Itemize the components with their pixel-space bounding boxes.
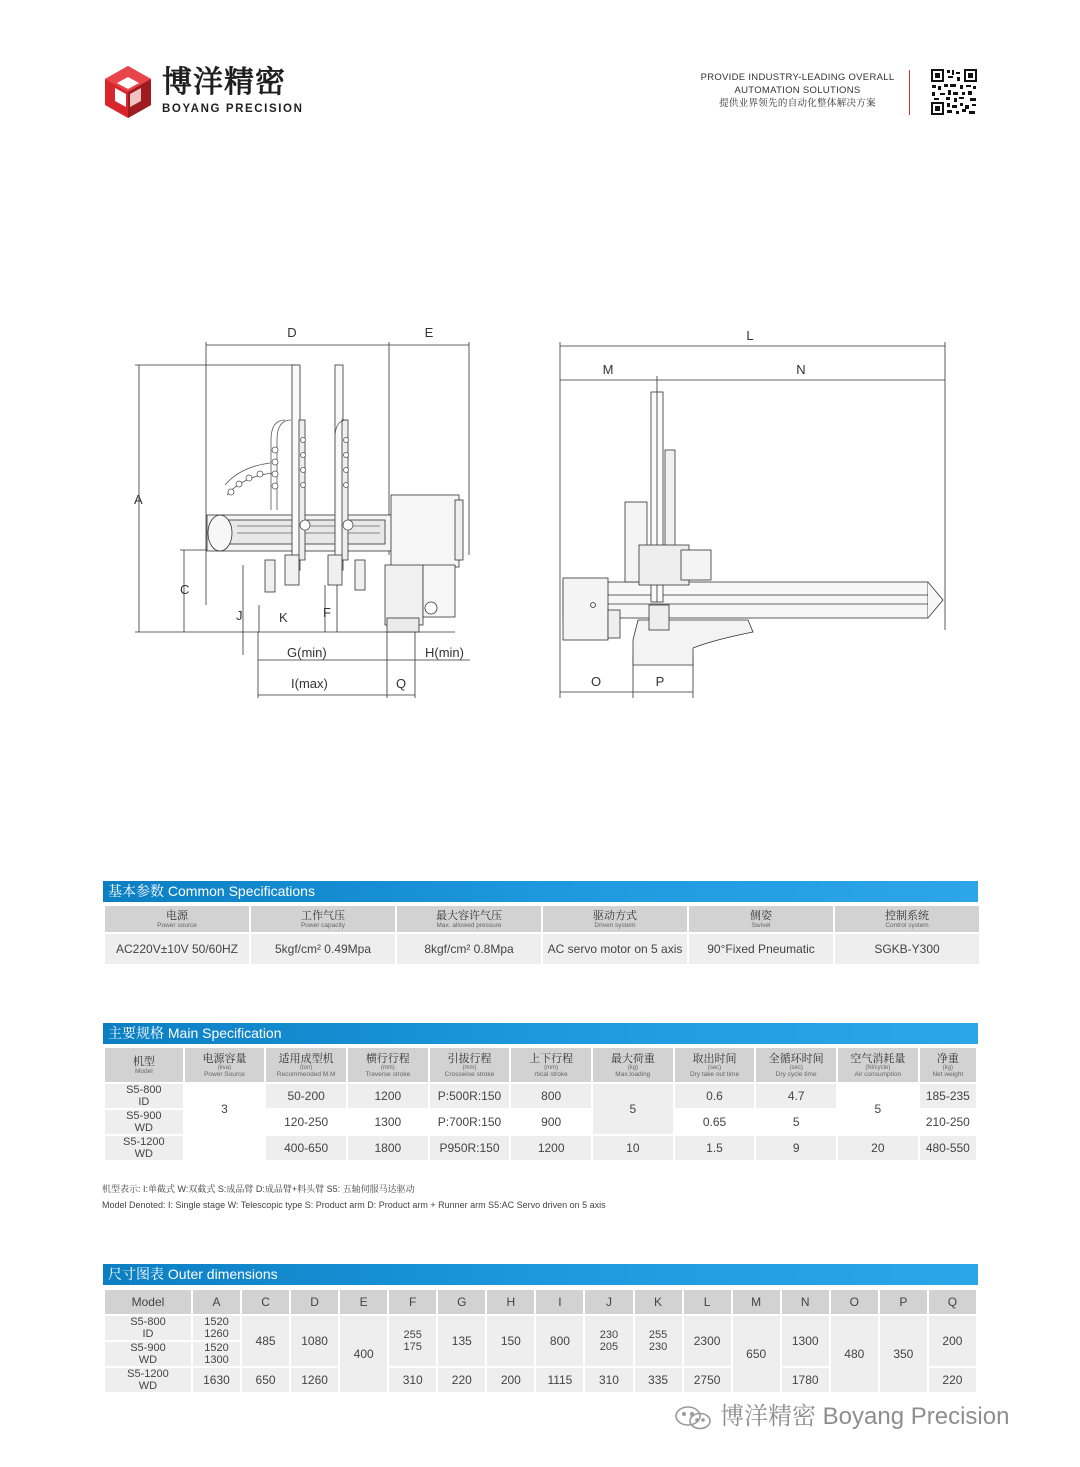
- main-traverse: 1800: [348, 1136, 428, 1160]
- outer-i: 800: [536, 1316, 583, 1366]
- outer-l: 2300: [684, 1316, 731, 1366]
- main-cycle: 4.7: [756, 1084, 836, 1108]
- main-header: 横行行程 (mm) Traverse stroke: [348, 1048, 428, 1082]
- main-traverse: 1200: [348, 1084, 428, 1108]
- common-value: AC servo motor on 5 axis: [543, 934, 687, 964]
- main-header: 取出时间 (sec) Dry take out time: [675, 1048, 755, 1082]
- main-weight: 480-550: [920, 1136, 976, 1160]
- main-load: 10: [593, 1136, 673, 1160]
- outer-q: 200: [929, 1316, 976, 1366]
- main-header: 净重 (kg) Net weight: [920, 1048, 976, 1082]
- outer-c: 650: [242, 1368, 289, 1392]
- model-notes-en: Model Denoted: I: Single stage W: Telescopic type S: Product arm D: Product arm + Runner arm S5:AC Servo driven on 5 axis: [102, 1200, 606, 1210]
- main-header: 全循环时间 (sec) Dry cycle time: [756, 1048, 836, 1082]
- outer-header: Q: [929, 1290, 976, 1314]
- dim-label-g: G(min): [287, 645, 327, 660]
- header-divider: [909, 70, 910, 115]
- dim-label-p: P: [655, 674, 665, 689]
- main-takeout: 1.5: [675, 1136, 755, 1160]
- main-row: [105, 1084, 976, 1108]
- slogan-line-2: AUTOMATION SOLUTIONS: [734, 85, 861, 96]
- outer-header: G: [438, 1290, 485, 1314]
- outer-d: 1080: [291, 1316, 338, 1366]
- common-header: 最大容许气压 Max. allowed pressure: [397, 906, 541, 932]
- outer-header: K: [635, 1290, 682, 1314]
- outer-dim-table: [103, 1288, 978, 1394]
- dim-label-k: K: [279, 610, 288, 625]
- common-value: 5kgf/cm² 0.49Mpa: [251, 934, 395, 964]
- main-takeout: 0.6: [675, 1084, 755, 1108]
- outer-a: 1630: [193, 1368, 240, 1392]
- main-model: S5-800 ID: [105, 1084, 183, 1108]
- main-air: 5: [838, 1084, 918, 1134]
- main-header: 适用成型机 (ton) Recommended M.M: [266, 1048, 346, 1082]
- outer-f: 255 175: [389, 1316, 436, 1366]
- dim-label-n: N: [796, 362, 806, 377]
- watermark: [672, 1401, 1009, 1433]
- common-value: AC220V±10V 50/60HZ: [105, 934, 249, 964]
- outer-a: 1520 1300: [193, 1342, 240, 1366]
- main-vertical: 900: [511, 1110, 591, 1134]
- common-header: 工作气压 Power capacity: [251, 906, 395, 932]
- slogan-cn: 提供业界领先的自动化整体解决方案: [719, 98, 876, 109]
- outer-h: 150: [487, 1316, 534, 1366]
- dim-label-i: I(max): [291, 676, 328, 691]
- main-header: 引拔行程 (mm) Crosswise stroke: [430, 1048, 510, 1082]
- slogan-line-1: PROVIDE INDUSTRY-LEADING OVERALL: [700, 72, 895, 83]
- front-view-drawing: [125, 320, 480, 705]
- main-vertical: 800: [511, 1084, 591, 1108]
- main-header: 电源容量 (kva) Power Source: [185, 1048, 265, 1082]
- outer-p: 350: [880, 1316, 927, 1392]
- dim-label-h: H(min): [425, 645, 464, 660]
- outer-header: P: [880, 1290, 927, 1314]
- outer-q: 220: [929, 1368, 976, 1392]
- side-view-drawing: [553, 320, 953, 705]
- outer-model: S5-800 ID: [105, 1316, 191, 1340]
- common-spec-title: 基本参数 Common Specifications: [103, 881, 978, 902]
- outer-g: 220: [438, 1368, 485, 1392]
- main-header: 上下行程 (mm) rtical stroke: [511, 1048, 591, 1082]
- dim-label-d: D: [287, 325, 297, 340]
- outer-model: S5-1200 WD: [105, 1368, 191, 1392]
- dim-label-o: O: [590, 674, 602, 689]
- common-header: 侧姿 Swivel: [689, 906, 833, 932]
- main-traverse: 1300: [348, 1110, 428, 1134]
- dim-label-a: A: [134, 492, 143, 507]
- common-spec-table: [103, 904, 981, 966]
- common-value: 90°Fixed Pneumatic: [689, 934, 833, 964]
- brand-logo-icon: [103, 65, 153, 119]
- outer-dim-title: 尺寸图表 Outer dimensions: [103, 1264, 978, 1285]
- main-takeout: 0.65: [675, 1110, 755, 1134]
- outer-i: 1115: [536, 1368, 583, 1392]
- outer-j: 230 205: [585, 1316, 632, 1366]
- outer-header: M: [733, 1290, 780, 1314]
- main-crosswise: P:700R:150: [430, 1110, 510, 1134]
- outer-header: A: [193, 1290, 240, 1314]
- outer-header: H: [487, 1290, 534, 1314]
- main-cycle: 5: [756, 1110, 836, 1134]
- outer-header: D: [291, 1290, 338, 1314]
- outer-d: 1260: [291, 1368, 338, 1392]
- outer-header: Model: [105, 1290, 191, 1314]
- outer-model: S5-900 WD: [105, 1342, 191, 1366]
- outer-g: 135: [438, 1316, 485, 1366]
- outer-o: 480: [831, 1316, 878, 1392]
- outer-header: N: [782, 1290, 829, 1314]
- main-spec-table: [103, 1046, 978, 1162]
- main-model: S5-1200 WD: [105, 1136, 183, 1160]
- wechat-icon: [672, 1404, 716, 1432]
- common-header: 驱动方式 Driven system: [543, 906, 687, 932]
- outer-h: 200: [487, 1368, 534, 1392]
- common-value: 8kgf/cm² 0.8Mpa: [397, 934, 541, 964]
- main-crosswise: P:500R:150: [430, 1084, 510, 1108]
- main-row: [105, 1136, 976, 1160]
- model-notes-cn: 机型表示: I:单截式 W:双截式 S:成品臂 D:成品臂+料头臂 S5: 五轴伺服马达驱动: [102, 1184, 415, 1194]
- main-mm: 120-250: [266, 1110, 346, 1134]
- outer-m: 650: [733, 1316, 780, 1392]
- outer-f: 310: [389, 1368, 436, 1392]
- dim-label-j: J: [236, 608, 243, 623]
- outer-header: F: [389, 1290, 436, 1314]
- main-header: 空气消耗量 (Nl/cycle) Air consumption: [838, 1048, 918, 1082]
- outer-l: 2750: [684, 1368, 731, 1392]
- main-load: 5: [593, 1084, 673, 1134]
- main-model: S5-900 WD: [105, 1110, 183, 1134]
- main-crosswise: P950R:150: [430, 1136, 510, 1160]
- watermark-text: 博洋精密 Boyang Precision: [720, 1403, 1010, 1430]
- outer-header: C: [242, 1290, 289, 1314]
- common-header: 控制系统 Control system: [835, 906, 979, 932]
- dim-label-q: Q: [396, 676, 407, 691]
- main-mm: 50-200: [266, 1084, 346, 1108]
- main-weight: 210-250: [920, 1110, 976, 1134]
- outer-n: 1780: [782, 1368, 829, 1392]
- main-header: 最大荷重 (kg) Max.loading: [593, 1048, 673, 1082]
- brand-name-en: BOYANG PRECISION: [162, 103, 304, 115]
- main-header: 机型 Model: [105, 1048, 183, 1082]
- dim-label-m: M: [602, 362, 614, 377]
- dim-label-c: C: [180, 582, 190, 597]
- outer-header: I: [536, 1290, 583, 1314]
- outer-j: 310: [585, 1368, 632, 1392]
- outer-k: 335: [635, 1368, 682, 1392]
- outer-e: 400: [340, 1316, 387, 1392]
- qr-code-icon: [930, 68, 978, 116]
- outer-header: J: [585, 1290, 632, 1314]
- main-vertical: 1200: [511, 1136, 591, 1160]
- dim-label-l: L: [746, 328, 754, 343]
- model-notes: [102, 1181, 606, 1213]
- outer-header: E: [340, 1290, 387, 1314]
- outer-header: L: [684, 1290, 731, 1314]
- outer-a: 1520 1260: [193, 1316, 240, 1340]
- main-power: 3: [185, 1084, 265, 1134]
- main-spec-title: 主要规格 Main Specification: [103, 1023, 978, 1044]
- main-air: 20: [838, 1136, 918, 1160]
- dim-label-e: E: [424, 325, 434, 340]
- dim-label-f: F: [323, 605, 331, 620]
- outer-k: 255 230: [635, 1316, 682, 1366]
- common-header: 电源 Power source: [105, 906, 249, 932]
- brand-name-cn: 博洋精密: [162, 65, 286, 100]
- outer-c: 485: [242, 1316, 289, 1366]
- main-weight: 185-235: [920, 1084, 976, 1108]
- main-cycle: 9: [756, 1136, 836, 1160]
- main-mm: 400-650: [266, 1136, 346, 1160]
- outer-n: 1300: [782, 1316, 829, 1366]
- outer-row: [105, 1316, 976, 1340]
- common-value: SGKB-Y300: [835, 934, 979, 964]
- slogan: [690, 71, 905, 110]
- outer-header: O: [831, 1290, 878, 1314]
